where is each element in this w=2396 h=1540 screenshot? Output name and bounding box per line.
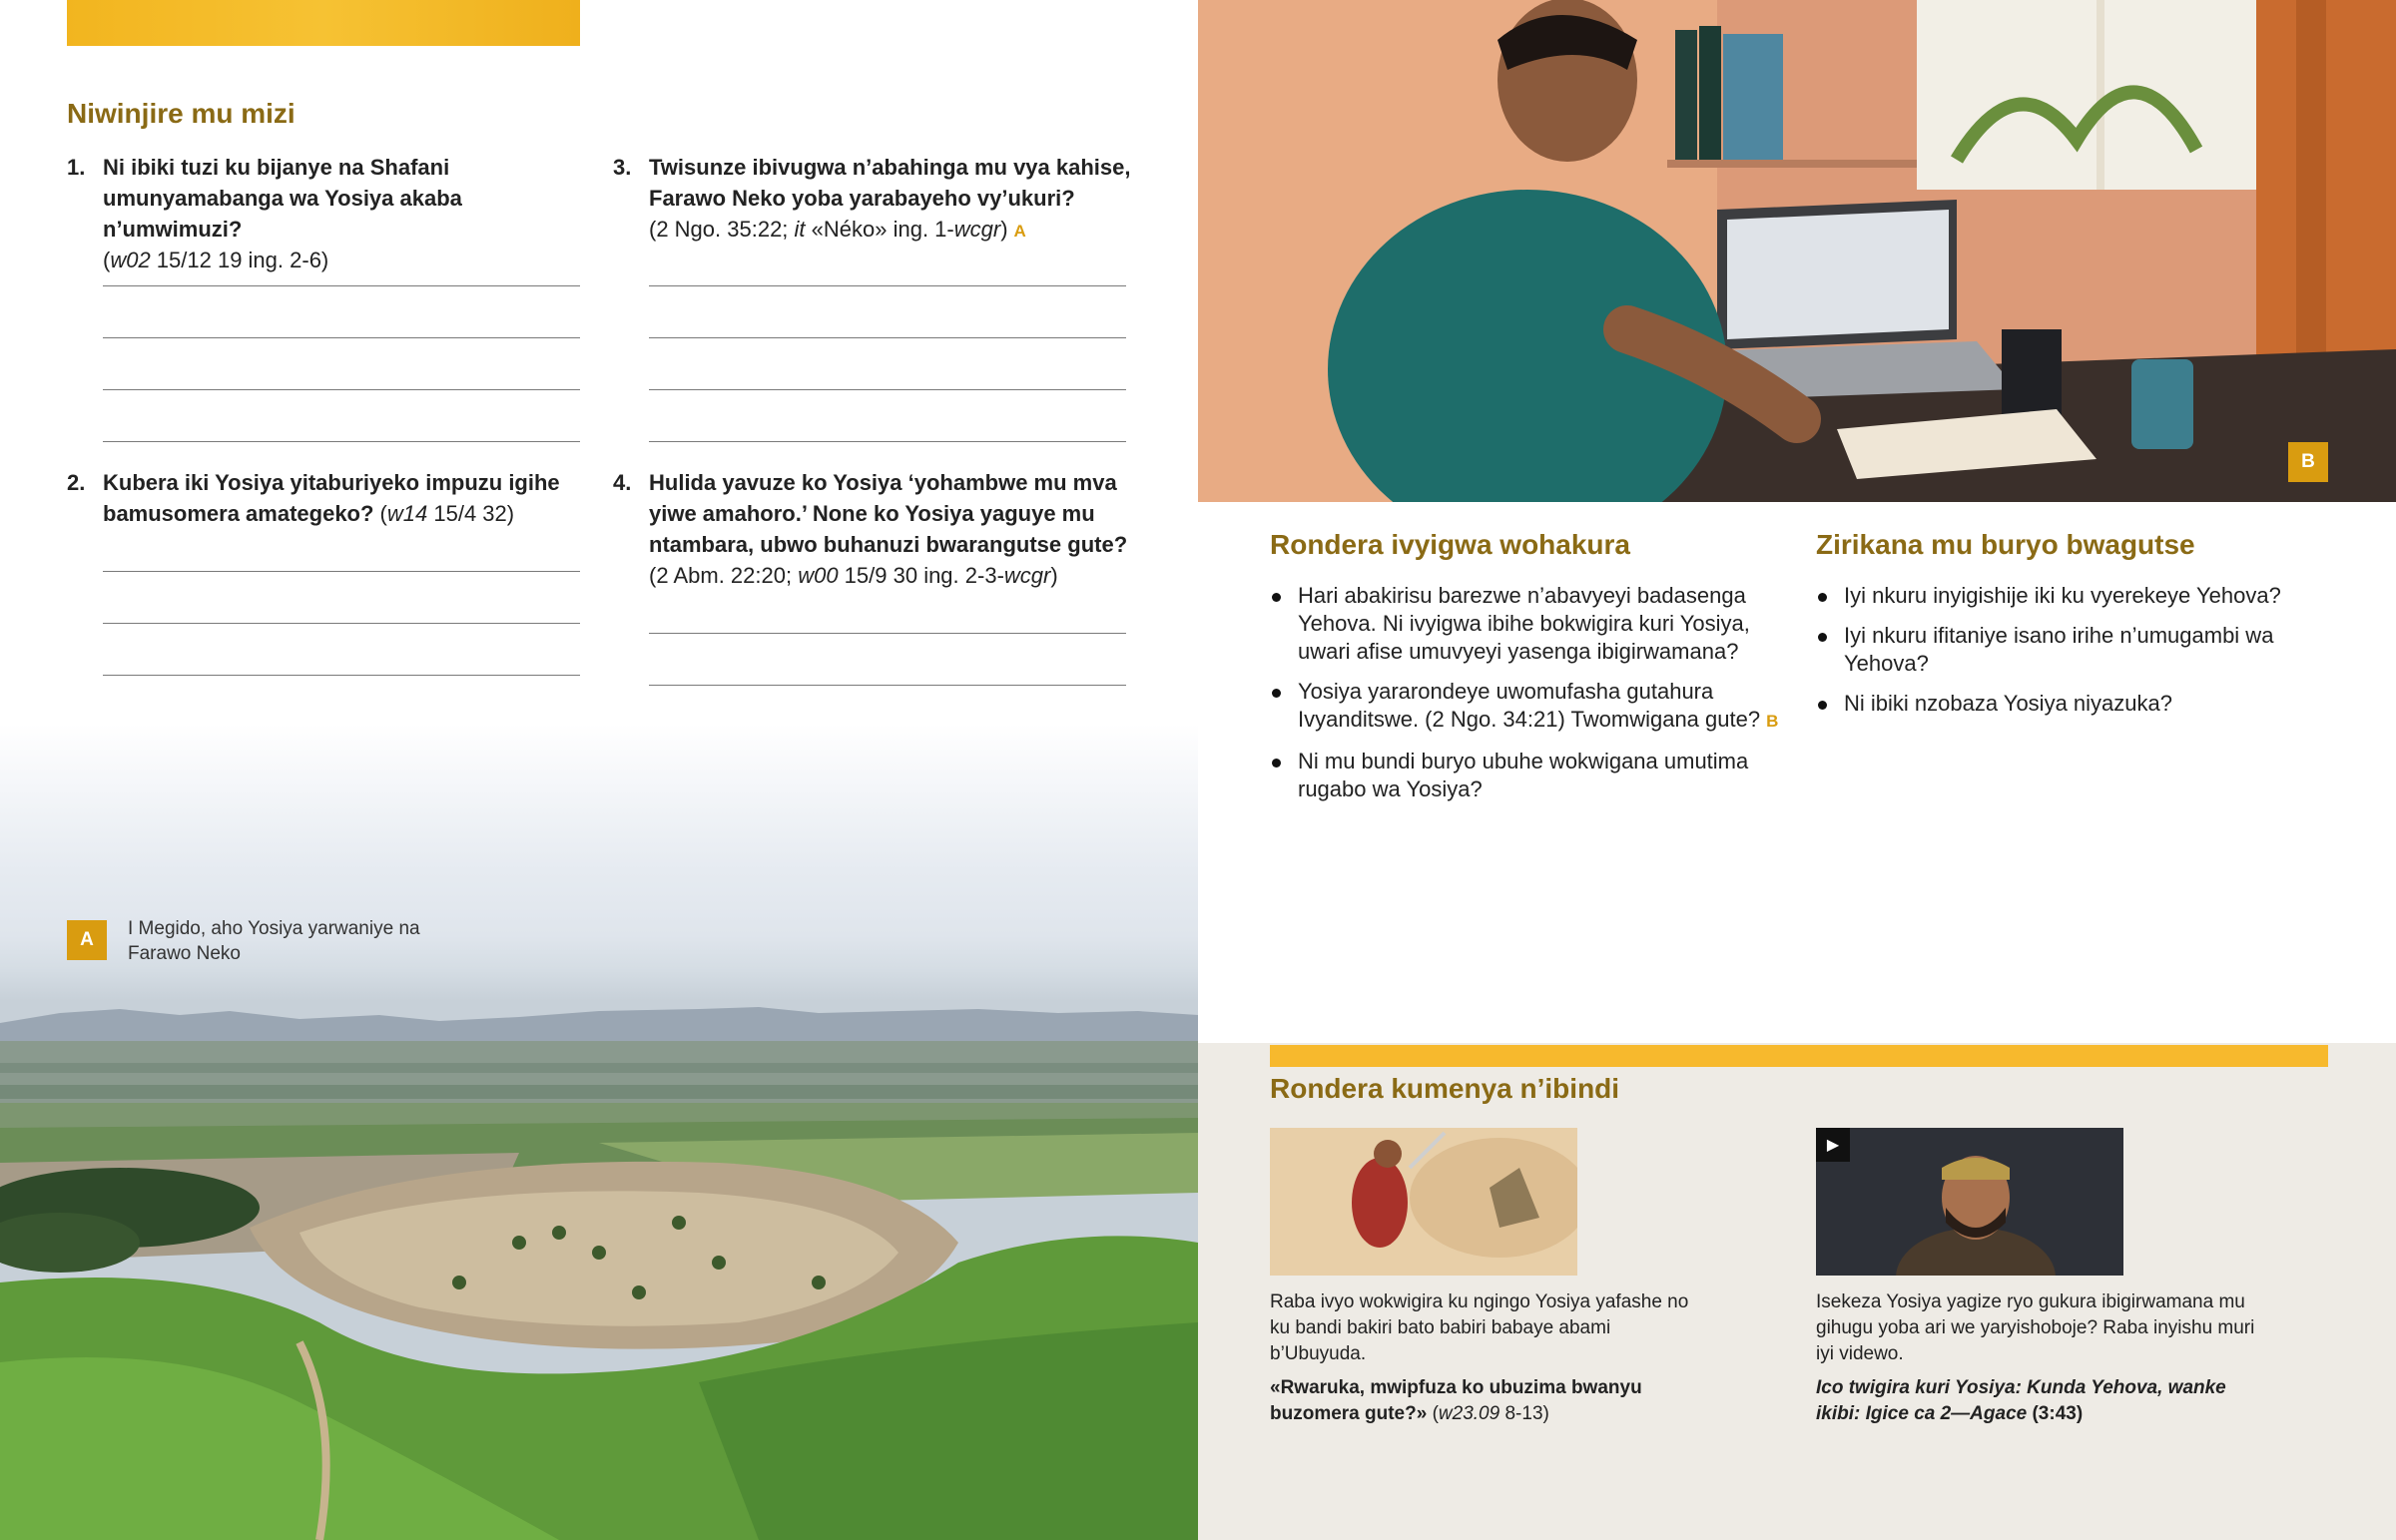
photo-b-marker[interactable]: B bbox=[1766, 712, 1779, 731]
bullet-icon bbox=[1818, 593, 1827, 602]
answer-line[interactable] bbox=[103, 389, 580, 390]
question-text: Ni ibiki tuzi ku bijanye na Shafani umunyamabanga wa Yosiya akaba n’umwimuzi? bbox=[103, 155, 462, 242]
bullet-icon bbox=[1272, 689, 1281, 698]
bullet-icon bbox=[1818, 701, 1827, 710]
reflect-list bbox=[1816, 582, 2325, 730]
question-reference: (w02 15/12 19 ing. 2-6) bbox=[103, 248, 329, 272]
section-title-deep-dive: Niwinjire mu mizi bbox=[67, 98, 296, 129]
question-3 bbox=[613, 152, 1132, 247]
video-link[interactable]: Ico twigira kuri Yosiya: Kunda Yehova, wanke ikibi: Igice ca 2—Agace (3:43) bbox=[1816, 1377, 2226, 1424]
answer-line[interactable] bbox=[649, 285, 1126, 286]
bullet-icon bbox=[1818, 633, 1827, 642]
answer-line[interactable] bbox=[649, 685, 1126, 686]
answer-line[interactable] bbox=[649, 337, 1126, 338]
section-title-research: Rondera kumenya n’ibindi bbox=[1270, 1073, 1620, 1104]
answer-line[interactable] bbox=[103, 285, 580, 286]
lessons-list bbox=[1270, 582, 1779, 815]
king-josiah-illustration bbox=[1816, 1128, 2123, 1276]
battle-illustration bbox=[1270, 1128, 1577, 1276]
list-item: Iyi nkuru inyigishije iki ku vyerekeye Yehova? bbox=[1816, 582, 2325, 610]
question-1 bbox=[67, 152, 586, 275]
list-item: Hari abakirisu barezwe n’abavyeyi badasenga Yehova. Ni ivyigwa ibihe bokwigira kuri Yosiya, uwari afise umuvyeyi yasenga ibigirwamana? bbox=[1270, 582, 1779, 666]
section-title-lessons: Rondera ivyigwa wohakura bbox=[1270, 529, 1630, 560]
photo-b-badge: B bbox=[2288, 442, 2328, 482]
photo-a-badge: A bbox=[67, 920, 107, 960]
photo-a-caption: I Megido, aho Yosiya yarwaniye na Farawo Neko bbox=[128, 918, 420, 964]
video-caption: Isekeza Yosiya yagize ryo gukura ibigirwamana mu gihugu yoba ari we yaryishoboje? Raba inyishu muri iyi videwo. bbox=[1816, 1291, 2255, 1364]
question-text: Kubera iki Yosiya yitaburiyeko impuzu igihe bamusomera amategeko? bbox=[103, 470, 560, 526]
video-thumbnail[interactable] bbox=[1816, 1128, 2123, 1276]
bullet-icon bbox=[1272, 759, 1281, 768]
answer-line[interactable] bbox=[103, 675, 580, 676]
answer-line[interactable] bbox=[649, 389, 1126, 390]
bullet-icon bbox=[1272, 593, 1281, 602]
decorative-top-band bbox=[67, 0, 580, 46]
question-reference: (w14 15/4 32) bbox=[373, 501, 515, 526]
answer-line[interactable] bbox=[103, 571, 580, 572]
play-icon[interactable]: ▶ bbox=[1816, 1128, 1850, 1162]
question-text: Hulida yavuze ko Yosiya ‘yohambwe mu mva yiwe amahoro.’ None ko Yosiya yaguye mu ntambara, ubwo buhanuzi bwarangutse gute? bbox=[649, 470, 1128, 557]
question-reference: (2 Abm. 22:20; w00 15/9 30 ing. 2-3-wcgr) bbox=[649, 563, 1058, 588]
list-item: Ni mu bundi buryo ubuhe wokwigana umutima rugabo wa Yosiya? bbox=[1270, 748, 1779, 803]
research-accent-bar bbox=[1270, 1045, 2328, 1067]
answer-line[interactable] bbox=[103, 623, 580, 624]
megiddo-landscape-illustration bbox=[0, 724, 1198, 1540]
question-number: 1. bbox=[67, 155, 86, 180]
question-number: 4. bbox=[613, 470, 632, 495]
answer-line[interactable] bbox=[103, 441, 580, 442]
list-item: Yosiya yararondeye uwomufasha gutahura Ivyanditswe. (2 Ngo. 34:21) Twomwigana gute? B bbox=[1270, 678, 1779, 736]
photo-young-man-studying bbox=[1198, 0, 2396, 502]
article-caption: Raba ivyo wokwigira ku ngingo Yosiya yafashe no ku bandi bakiri bato babiri babaye abami b’Ubuyuda. bbox=[1270, 1291, 1689, 1364]
question-text: Twisunze ibivugwa n’abahinga mu vya kahise, Farawo Neko yoba yarabayeho vy’ukuri? bbox=[649, 155, 1131, 211]
answer-line[interactable] bbox=[103, 337, 580, 338]
answer-line[interactable] bbox=[649, 441, 1126, 442]
list-item: Iyi nkuru ifitaniye isano irihe n’umugambi wa Yehova? bbox=[1816, 622, 2325, 678]
studying-illustration bbox=[1198, 0, 2396, 502]
question-number: 2. bbox=[67, 470, 86, 495]
section-title-reflect: Zirikana mu buryo bwagutse bbox=[1816, 529, 2195, 560]
question-4 bbox=[613, 467, 1132, 591]
question-2 bbox=[67, 467, 586, 529]
article-link[interactable]: «Rwaruka, mwipfuza ko ubuzima bwanyu buzomera gute?» (w23.09 8-13) bbox=[1270, 1377, 1642, 1424]
photo-megiddo bbox=[0, 724, 1198, 1540]
article-thumbnail[interactable] bbox=[1270, 1128, 1577, 1276]
answer-line[interactable] bbox=[649, 633, 1126, 634]
list-item: Ni ibiki nzobaza Yosiya niyazuka? bbox=[1816, 690, 2325, 718]
question-number: 3. bbox=[613, 155, 632, 180]
question-reference: (2 Ngo. 35:22; it «Néko» ing. 1-wcgr) bbox=[649, 217, 1008, 242]
photo-a-marker[interactable]: A bbox=[1013, 222, 1026, 241]
